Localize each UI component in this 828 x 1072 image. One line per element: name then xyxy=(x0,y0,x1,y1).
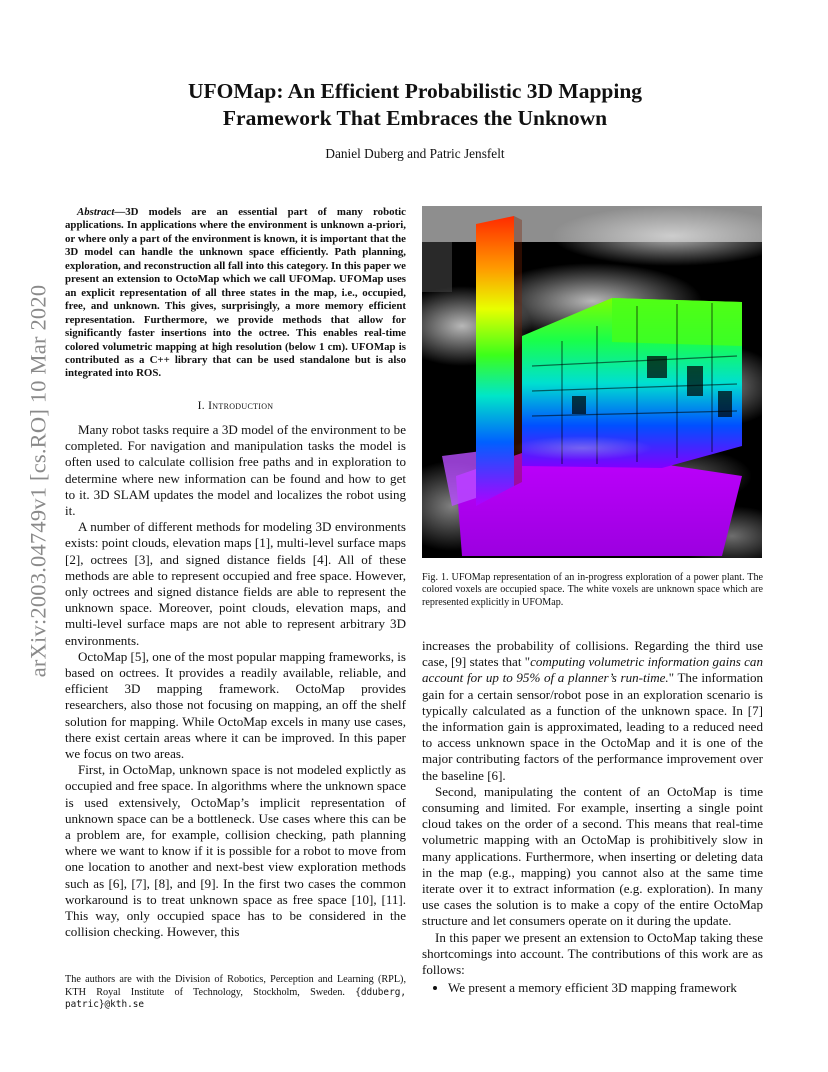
arxiv-id-text: arXiv:2003.04749v1 [cs.RO] 10 Mar 2020 xyxy=(25,284,50,678)
title-line-2: Framework That Embraces the Unknown xyxy=(222,106,608,130)
intro-paragraph-4: First, in OctoMap, unknown space is not modeled explictly as occupied and free space. In algorithms where the unknown space is used extensively, OctoMap’s implicit representation of unknown space can be a bottleneck. Use cases where this can be a problem are, for example, collision checking, path planning where we want to know if it is possible for a robot to move from one location to another and next-best view exploration methods such as [6], [7], [8], and [9]. In the first two cases the common workaround is to treat unknown space as free space [10], [11]. This way, only occupied space has to be considered in the collision checking. However, this xyxy=(65,762,406,940)
footnote-text: The authors are with the Division of Robotics, Perception and Learning (RPL), KTH Royal Institute of Technology, Stockholm, Sweden. xyxy=(65,974,406,998)
abstract-text: —3D models are an essential part of many robotic applications. In applications where the environment is unknown a-priori, or where only a part of the environment is known, it is important that the 3D model can handle the unknown space efficiently. Path planning, exploration, and reconstruction all fall into this category. In this paper we present an extension to OctoMap which we call UFOMap. UFOMap uses an explicit representation of all three states in the map, i.e., occupied, free, and unknown. This gives, surprisingly, a more memory efficient representation. Furthermore, we provide methods that allow for significantly faster insertions into the octree. This enables real-time colored volumetric mapping at high resolution (below 1 cm). UFOMap is contributed as a C++ library that can be used standalone but is also integrated into ROS. xyxy=(65,206,406,380)
right-paragraph-2: In this paper we present an extension to OctoMap taking these shortcomings into account. The contributions of this work are as follows: xyxy=(422,929,763,978)
footnote-email: {dduberg, patric}@kth.se xyxy=(65,986,407,1011)
continuation-pre: increases the probability of collisions. Regarding the third use case, [9] states that " xyxy=(422,638,763,670)
voxel-map-image xyxy=(422,206,762,558)
left-column xyxy=(65,206,406,940)
author-list: Daniel Duberg and Patric Jensfelt xyxy=(325,146,505,161)
abstract xyxy=(65,206,406,381)
contributions-list xyxy=(422,980,763,996)
abstract-lead: Abstract xyxy=(77,206,115,218)
figure-caption: Fig. 1. UFOMap representation of an in-progress exploration of a power plant. The colored voxels are occupied space. The white voxels are unknown space which are represented explicitly in UFOMap. xyxy=(422,572,763,608)
arxiv-identifier xyxy=(16,286,60,676)
intro-paragraph-1: Many robot tasks require a 3D model of the environment to be completed. For navigation and manipulation tasks the model is often used to calculate collision free paths and in exploration to determine where new information can be found and how to get to it. 3D SLAM updates the model and localizes the robot using it. xyxy=(65,421,406,518)
intro-paragraph-2: A number of different methods for modeling 3D environments exists: point clouds, elevation maps [1], multi-level surface maps [2], octrees [3], and signed distance fields [4]. All of these methods are able to represent occupied and free space. However, only octrees and signed distance fields are able to represent the unknown space. Moreover, point clouds, elevation maps, and multi-level surface maps are not able to represent arbitrary 3D environments. xyxy=(65,519,406,648)
intro-paragraph-3: OctoMap [5], one of the most popular mapping frameworks, is based on octrees. It provides a readily available, reliable, and efficient 3D mapping framework. OctoMap provides researchers, also those not focusing on mapping, an off the shelf solution for mapping. While OctoMap excels in many use cases, there exist certain areas where it can be improved. In this paper we focus on two areas. xyxy=(65,648,406,761)
right-paragraph-1: Second, manipulating the content of an OctoMap is time consuming and limited. For example, inserting a single point cloud takes on the order of a second. This means that real-time volumetric mapping with an OctoMap is prohibitively slow in many applications. Furthermore, when inserting or deleting data in the map (e.g., mapping) you cannot also at the same time iterate over it to extract information (e.g. exploration). In many use cases the solution is to make a copy of the entire OctoMap structure and let consumers operate on it during the update. xyxy=(422,783,763,929)
contribution-item: • We present a memory efficient 3D mapping framework xyxy=(448,980,763,996)
paper-title xyxy=(100,78,730,132)
title-line-1: UFOMap: An Efficient Probabilistic 3D Mapping xyxy=(187,79,643,103)
continuation-quote: computing volumetric information gains can account for up to 95% of a planner’s run-time. xyxy=(422,654,763,686)
continuation-post: " The information gain for a certain sensor/robot pose in an exploration scenario is typically calculated as a function of the unknown space. In [7] the information gain is approximated, leading to a reduced need to access unknown space in the OctoMap and it is one of the major contributing factors of the performance improvement over the baseline [6]. xyxy=(422,670,764,783)
right-column xyxy=(422,638,763,996)
section-heading: I. Introduction xyxy=(197,398,274,412)
figure-ufomap-render xyxy=(422,206,762,558)
continued-paragraph xyxy=(422,638,763,784)
author-footnote xyxy=(65,974,406,1012)
